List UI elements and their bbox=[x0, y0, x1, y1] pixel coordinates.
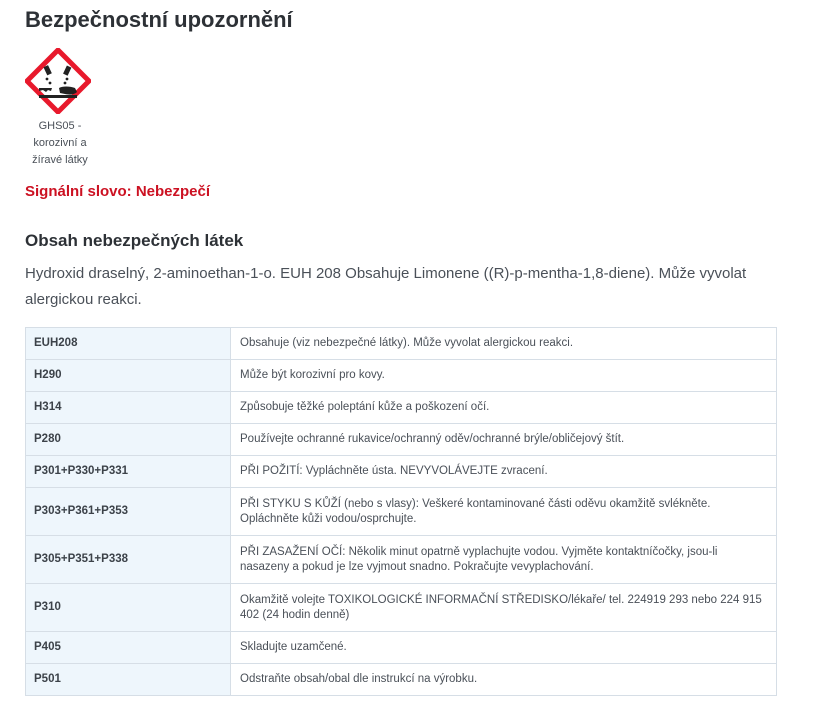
signal-word: Signální slovo: Nebezpečí bbox=[25, 183, 211, 200]
statement-text: Skladujte uzamčené. bbox=[231, 632, 777, 664]
statement-code: P501 bbox=[26, 664, 231, 696]
statement-text: Může být korozivní pro kovy. bbox=[231, 360, 777, 392]
statement-code: P310 bbox=[26, 584, 231, 632]
hazardous-substances-heading: Obsah nebezpečných látek bbox=[25, 231, 244, 250]
statement-code: EUH208 bbox=[26, 328, 231, 360]
statement-text: Obsahuje (viz nebezpečné látky). Může vyvolat alergickou reakci. bbox=[231, 328, 777, 360]
statement-code: P301+P330+P331 bbox=[26, 456, 231, 488]
table-row bbox=[26, 632, 777, 664]
statement-code: P280 bbox=[26, 424, 231, 456]
statement-text: PŘI STYKU S KŮŽÍ (nebo s vlasy): Veškeré kontaminované části oděvu okamžitě svlékněte. Opláchněte kůži vodou/osprchujte. bbox=[231, 488, 777, 536]
hazard-statements-table bbox=[25, 327, 777, 696]
table-row bbox=[26, 328, 777, 360]
ghs05-pictogram-graphic bbox=[25, 48, 91, 114]
table-row bbox=[26, 392, 777, 424]
table-row bbox=[26, 584, 777, 632]
page-title: Bezpečnostní upozornění bbox=[25, 7, 293, 32]
hazardous-substances-text: Hydroxid draselný, 2-aminoethan-1-o. EUH 208 Obsahuje Limonene ((R)-p-mentha-1,8-diene). Může vyvolat alergickou reakci. bbox=[25, 265, 747, 308]
statement-code: P303+P361+P353 bbox=[26, 488, 231, 536]
statement-text: Používejte ochranné rukavice/ochranný oděv/ochranné brýle/obličejový štít. bbox=[231, 424, 777, 456]
statement-text: Okamžitě volejte TOXIKOLOGICKÉ INFORMAČNÍ STŘEDISKO/lékaře/ tel. 224919 293 nebo 224 915 402 (24 hodin denně) bbox=[231, 584, 777, 632]
statement-text: PŘI ZASAŽENÍ OČÍ: Několik minut opatrně vyplachujte vodou. Vyjměte kontaktníčočky, jsou-li nasazeny a pokud je lze vyjmout snadno. Pokračujte vevyplachování. bbox=[231, 536, 777, 584]
pictogram-caption bbox=[20, 118, 100, 169]
statement-text: Způsobuje těžké poleptání kůže a poškození očí. bbox=[231, 392, 777, 424]
pictogram-caption-line: GHS05 - bbox=[38, 120, 82, 132]
table-row bbox=[26, 664, 777, 696]
statement-code: P405 bbox=[26, 632, 231, 664]
statement-code: H314 bbox=[26, 392, 231, 424]
pictogram-caption-line: korozivní a bbox=[33, 137, 87, 149]
table-row bbox=[26, 536, 777, 584]
statement-code: P305+P351+P338 bbox=[26, 536, 231, 584]
statement-text: PŘI POŽITÍ: Vypláchněte ústa. NEVYVOLÁVEJTE zvracení. bbox=[231, 456, 777, 488]
pictogram-caption-line: žíravé látky bbox=[32, 154, 88, 166]
ghs05-corrosion-icon bbox=[25, 48, 91, 114]
table-row bbox=[26, 456, 777, 488]
statement-text: Odstraňte obsah/obal dle instrukcí na výrobku. bbox=[231, 664, 777, 696]
statement-code: H290 bbox=[26, 360, 231, 392]
table-row bbox=[26, 488, 777, 536]
table-row bbox=[26, 360, 777, 392]
table-row bbox=[26, 424, 777, 456]
